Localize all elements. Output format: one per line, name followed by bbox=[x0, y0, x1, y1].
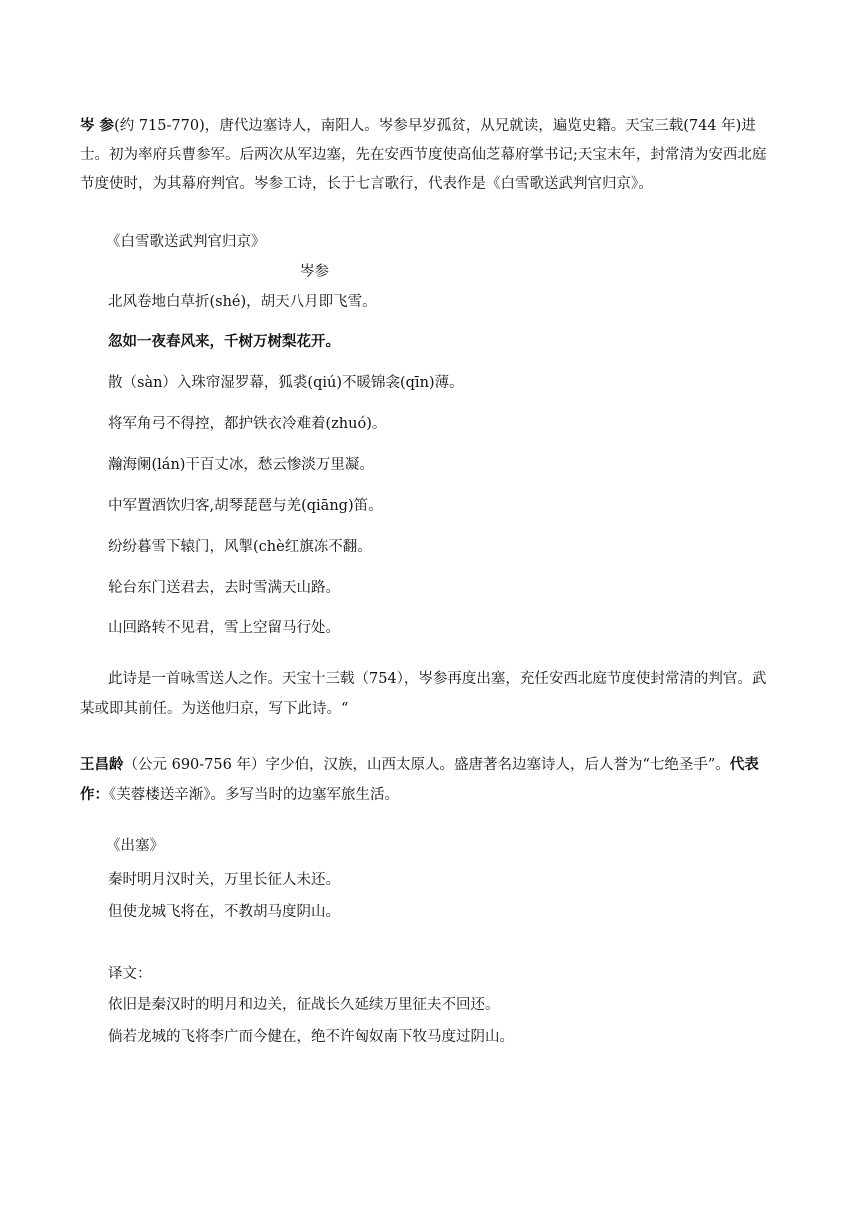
poem1-line: 纷纷暮雪下辕门，风掣(chè红旗冻不翻。 bbox=[108, 539, 372, 555]
translation-line: 依旧是秦汉时的明月和边关，征战长久延续万里征夫不回还。 bbox=[108, 997, 500, 1013]
poem1-line bbox=[108, 328, 340, 356]
poem2-line: 秦时明月汉时关，万里长征人未还。 bbox=[108, 872, 340, 888]
poem1-author: 岑参 bbox=[300, 264, 329, 280]
translation-line: 倘若龙城的飞将李广而今健在，绝不许匈奴南下牧马度过阴山。 bbox=[108, 1029, 514, 1045]
representative-works-text: 《芙蓉楼送辛渐》。多写当时的边塞军旅生活。 bbox=[109, 787, 399, 803]
poem1-line-bold: 忽如一夜春风来，千树万树梨花开。 bbox=[108, 334, 340, 350]
poem2-line: 但使龙城飞将在，不教胡马度阴山。 bbox=[108, 904, 340, 920]
poem1-line: 山回路转不见君，雪上空留马行处。 bbox=[108, 620, 340, 636]
translation-label: 译文： bbox=[108, 966, 152, 982]
cen-shen-bio-text: (约 715-770)，唐代边塞诗人，南阳人。岑参早岁孤贫，从兄就读，遍览史籍。天宝三载(744 年)进士。初为率府兵曹参军。后两次从军边塞，先在安西节度使高仙芝幕府掌书记;天宝末年，封常清为安西北庭节度使时，为其幕府判官。岑参工诗，长于七言歌行，代表作是《白雪歌送武判官归京》。 bbox=[80, 118, 767, 192]
poem2-title: 《出塞》 bbox=[106, 838, 164, 854]
poem1-line: 将军角弓不得控，都护铁衣冷难着(zhuó)。 bbox=[108, 416, 387, 432]
poem1-line: 瀚海阑(lán)干百丈冰，愁云惨淡万里凝。 bbox=[108, 457, 374, 473]
poem1-line: 北风卷地白草折(shé)，胡天八月即飞雪。 bbox=[108, 294, 377, 310]
wang-changling-bio bbox=[80, 750, 780, 810]
poem1-note: 此诗是一首咏雪送人之作。天宝十三载（754），岑参再度出塞，充任安西北庭节度使封常清的判官。武某或即其前任。为送他归京，写下此诗。“ bbox=[80, 671, 767, 717]
cen-shen-name: 岑 参 bbox=[80, 118, 115, 134]
cen-shen-bio bbox=[80, 112, 780, 199]
wang-changling-name: 王昌龄 bbox=[80, 757, 124, 773]
poem1-line: 散（sàn）入珠帘湿罗幕，狐裘(qiú)不暖锦衾(qīn)薄。 bbox=[108, 375, 464, 391]
poem1-line: 轮台东门送君去，去时雪满天山路。 bbox=[108, 580, 340, 596]
representative-works-label: 代表作： bbox=[80, 757, 759, 803]
poem1-line: 中军置酒饮归客,胡琴琵琶与羌(qiāng)笛。 bbox=[108, 498, 383, 514]
wang-changling-bio-text: （公元 690-756 年）字少伯，汉族，山西太原人。盛唐著名边塞诗人，后人誉为“七绝圣手”。 bbox=[123, 757, 730, 773]
poem1-title: 《白雪歌送武判官归京》 bbox=[106, 234, 266, 250]
